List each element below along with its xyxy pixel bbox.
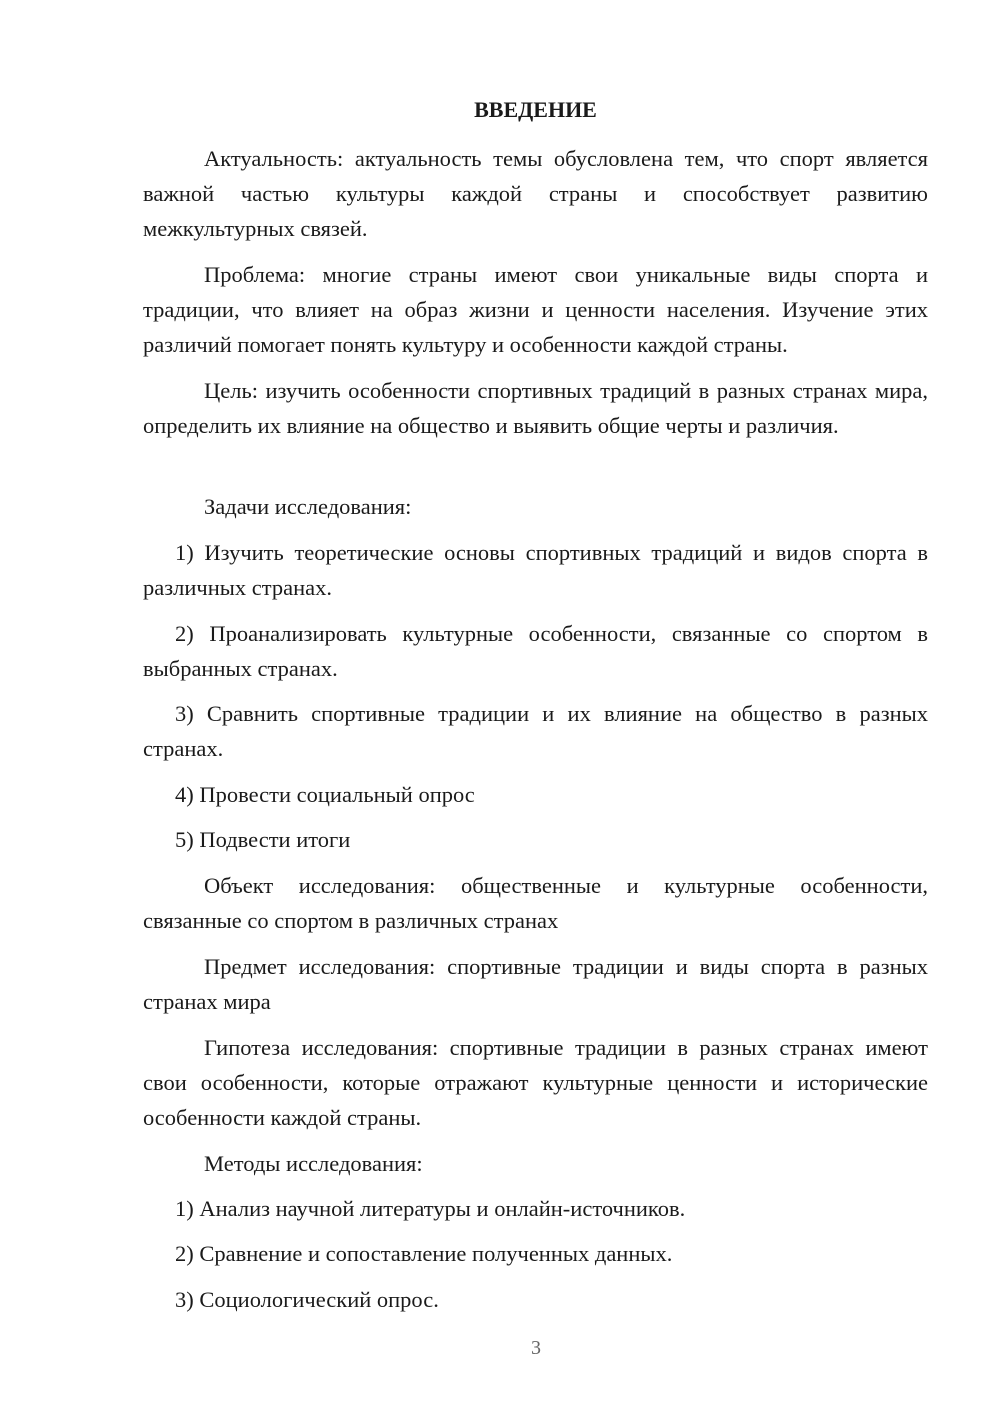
method-item-3: 3) Социологический опрос. xyxy=(175,1287,439,1312)
title-container xyxy=(143,96,928,124)
task-item-2: 2) Проанализировать культурные особенности, связанные со спортом в выбранных странах. xyxy=(143,621,928,681)
method-item-1: 1) Анализ научной литературы и онлайн-источников. xyxy=(175,1196,686,1221)
tasks-heading: Задачи исследования: xyxy=(204,494,412,519)
paragraph-subject: Предмет исследования: спортивные традиции и виды спорта в разных странах мира xyxy=(143,954,928,1014)
task-item-1: 1) Изучить теоретические основы спортивных традиций и видов спорта в различных странах. xyxy=(143,540,928,600)
paragraph-goal: Цель: изучить особенности спортивных традиций в разных странах мира, определить их влияние на общество и выявить общие черты и различия. xyxy=(143,378,928,438)
methods-heading: Методы исследования: xyxy=(204,1151,423,1176)
method-item-2: 2) Сравнение и сопоставление полученных данных. xyxy=(175,1241,673,1266)
task-item-5: 5) Подвести итоги xyxy=(175,827,351,852)
page-number: 3 xyxy=(531,1337,541,1359)
paragraph-relevance: Актуальность: актуальность темы обусловлена тем, что спорт является важной частью культуры каждой страны и способствует развитию межкультурных связей. xyxy=(143,146,928,241)
task-item-4: 4) Провести социальный опрос xyxy=(175,782,475,807)
paragraph-hypothesis: Гипотеза исследования: спортивные традиции в разных странах имеют свои особенности, которые отражают культурные ценности и исторические особенности каждой страны. xyxy=(143,1035,928,1130)
paragraph-object: Объект исследования: общественные и культурные особенности, связанные со спортом в различных странах xyxy=(143,873,928,933)
task-item-3: 3) Сравнить спортивные традиции и их влияние на общество в разных странах. xyxy=(143,701,928,761)
page-title: ВВЕДЕНИЕ xyxy=(474,97,597,122)
paragraph-problem: Проблема: многие страны имеют свои уникальные виды спорта и традиции, что влияет на образ жизни и ценности населения. Изучение этих различий помогает понять культуру и особенности каждой страны. xyxy=(143,262,928,357)
